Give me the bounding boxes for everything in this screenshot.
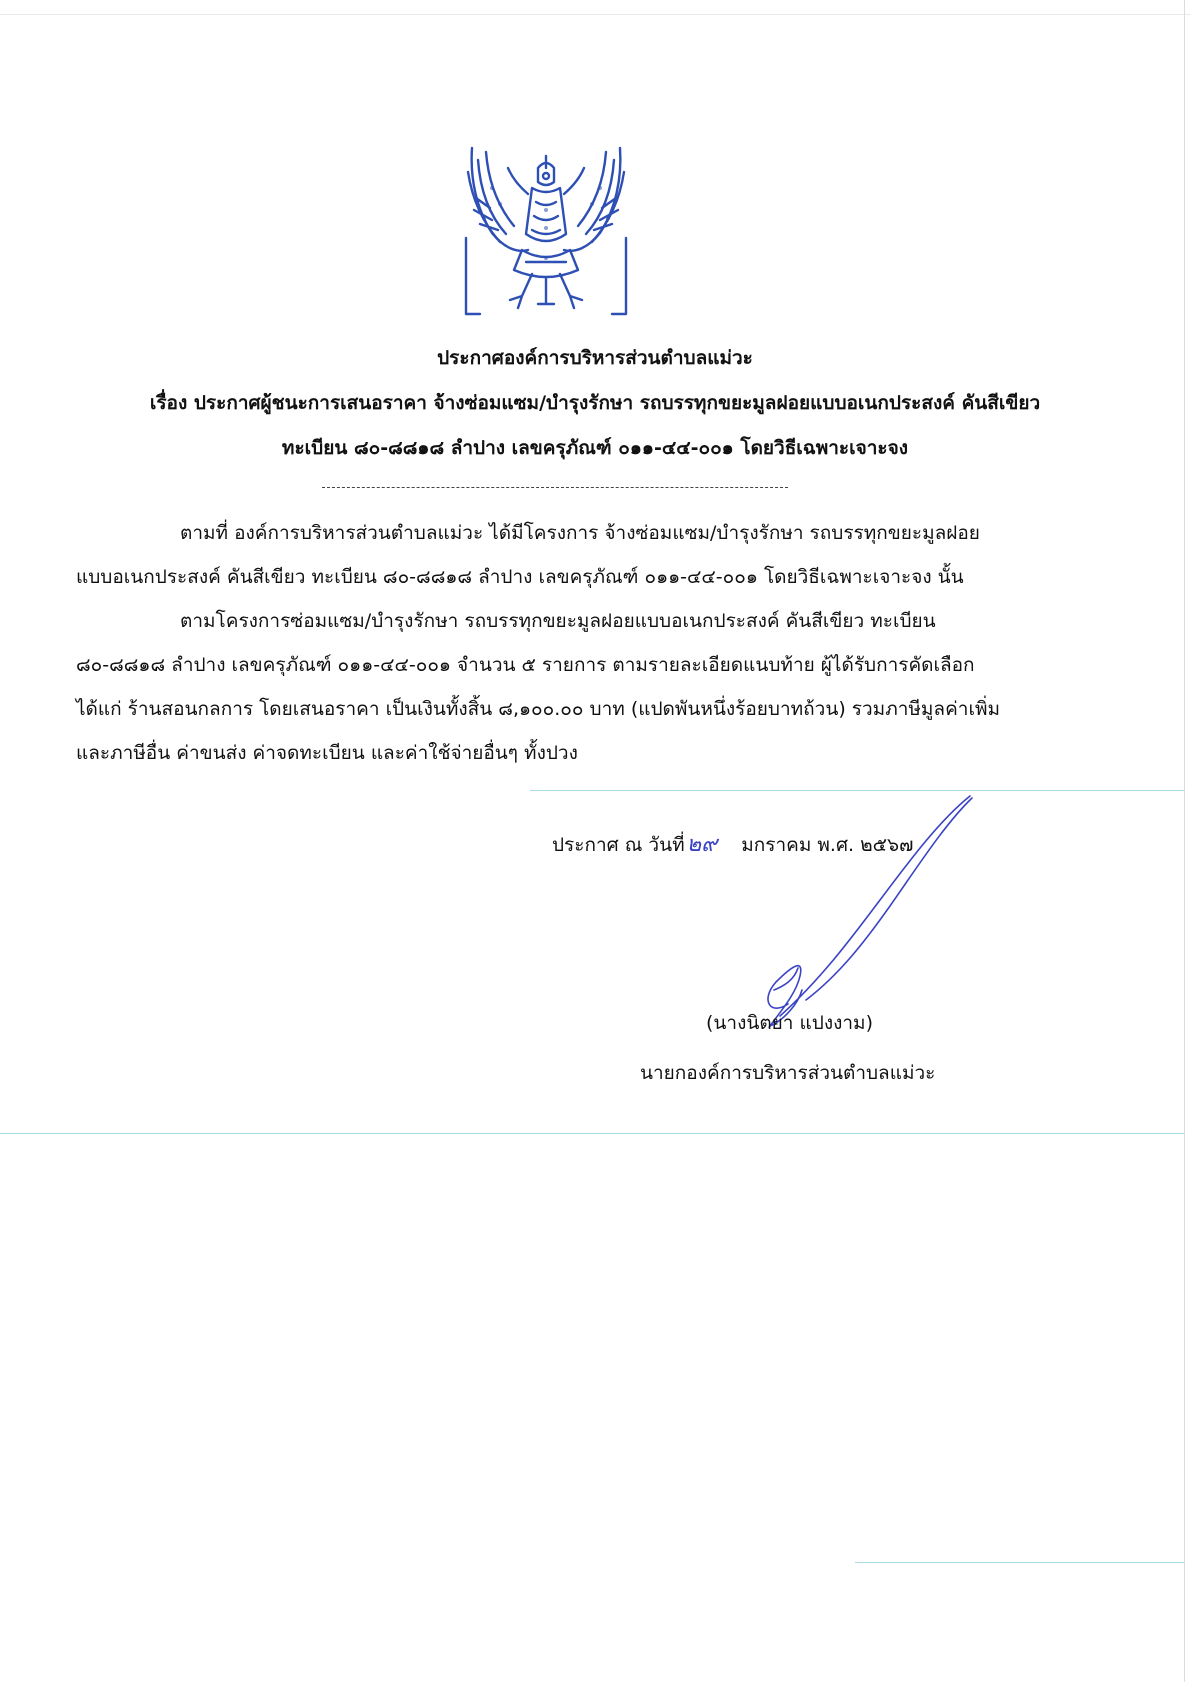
body-paragraph-1-line-2: แบบอเนกประสงค์ คันสีเขียว ทะเบียน ๘๐-๘๘๑๘ ลำปาง เลขครุภัณฑ์ ๐๑๑-๔๔-๐๐๑ โดยวิธีเฉพาะเจาะจง นั้น — [76, 566, 964, 588]
date-day-handwritten: ๒๙ — [686, 832, 718, 857]
date-rest: มกราคม พ.ศ. ๒๕๖๗ — [741, 834, 914, 856]
divider — [322, 487, 788, 488]
page-title: ประกาศองค์การบริหารส่วนตำบลแม่วะ — [437, 347, 753, 369]
scan-line — [0, 1133, 1185, 1134]
garuda-emblem-icon — [462, 138, 630, 318]
subject-line-1: เรื่อง ประกาศผู้ชนะการเสนอราคา จ้างซ่อมแซม/บำรุงรักษา รถบรรทุกขยะมูลฝอยแบบอเนกประสงค์ คันสีเขียว — [149, 392, 1041, 414]
body-paragraph-2-line-2: ๘๐-๘๘๑๘ ลำปาง เลขครุภัณฑ์ ๐๑๑-๔๔-๐๐๑ จำนวน ๕ รายการ ตามรายละเอียดแนบท้าย ผู้ได้รับการคัดเลือก — [76, 654, 975, 676]
page-edge-top — [0, 14, 1190, 15]
signer-name: (นางนิตยา แปงงาม) — [706, 1012, 873, 1034]
body-paragraph-2-line-3: ได้แก่ ร้านสอนกลการ โดยเสนอราคา เป็นเงินทั้งสิ้น ๘,๑๐๐.๐๐ บาท (แปดพันหนึ่งร้อยบาทถ้วน) รวมภาษีมูลค่าเพิ่ม — [76, 698, 1000, 720]
signer-position: นายกองค์การบริหารส่วนตำบลแม่วะ — [640, 1062, 936, 1084]
body-paragraph-2-line-4: และภาษีอื่น ค่าขนส่ง ค่าจดทะเบียน และค่าใช้จ่ายอื่นๆ ทั้งปวง — [76, 742, 578, 764]
signature-icon — [740, 790, 980, 1040]
subject-line-2: ทะเบียน ๘๐-๘๘๑๘ ลำปาง เลขครุภัณฑ์ ๐๑๑-๔๔-๐๐๑ โดยวิธีเฉพาะเจาะจง — [281, 437, 909, 459]
scan-line — [855, 1562, 1185, 1563]
page-edge-right — [1184, 0, 1185, 1682]
body-paragraph-1-line-1: ตามที่ องค์การบริหารส่วนตำบลแม่วะ ได้มีโครงการ จ้างซ่อมแซม/บำรุงรักษา รถบรรทุกขยะมูลฝอย — [180, 522, 980, 544]
date-prefix: ประกาศ ณ วันที่ — [552, 834, 685, 856]
body-paragraph-2-line-1: ตามโครงการซ่อมแซม/บำรุงรักษา รถบรรทุกขยะมูลฝอยแบบอเนกประสงค์ คันสีเขียว ทะเบียน — [180, 610, 936, 632]
